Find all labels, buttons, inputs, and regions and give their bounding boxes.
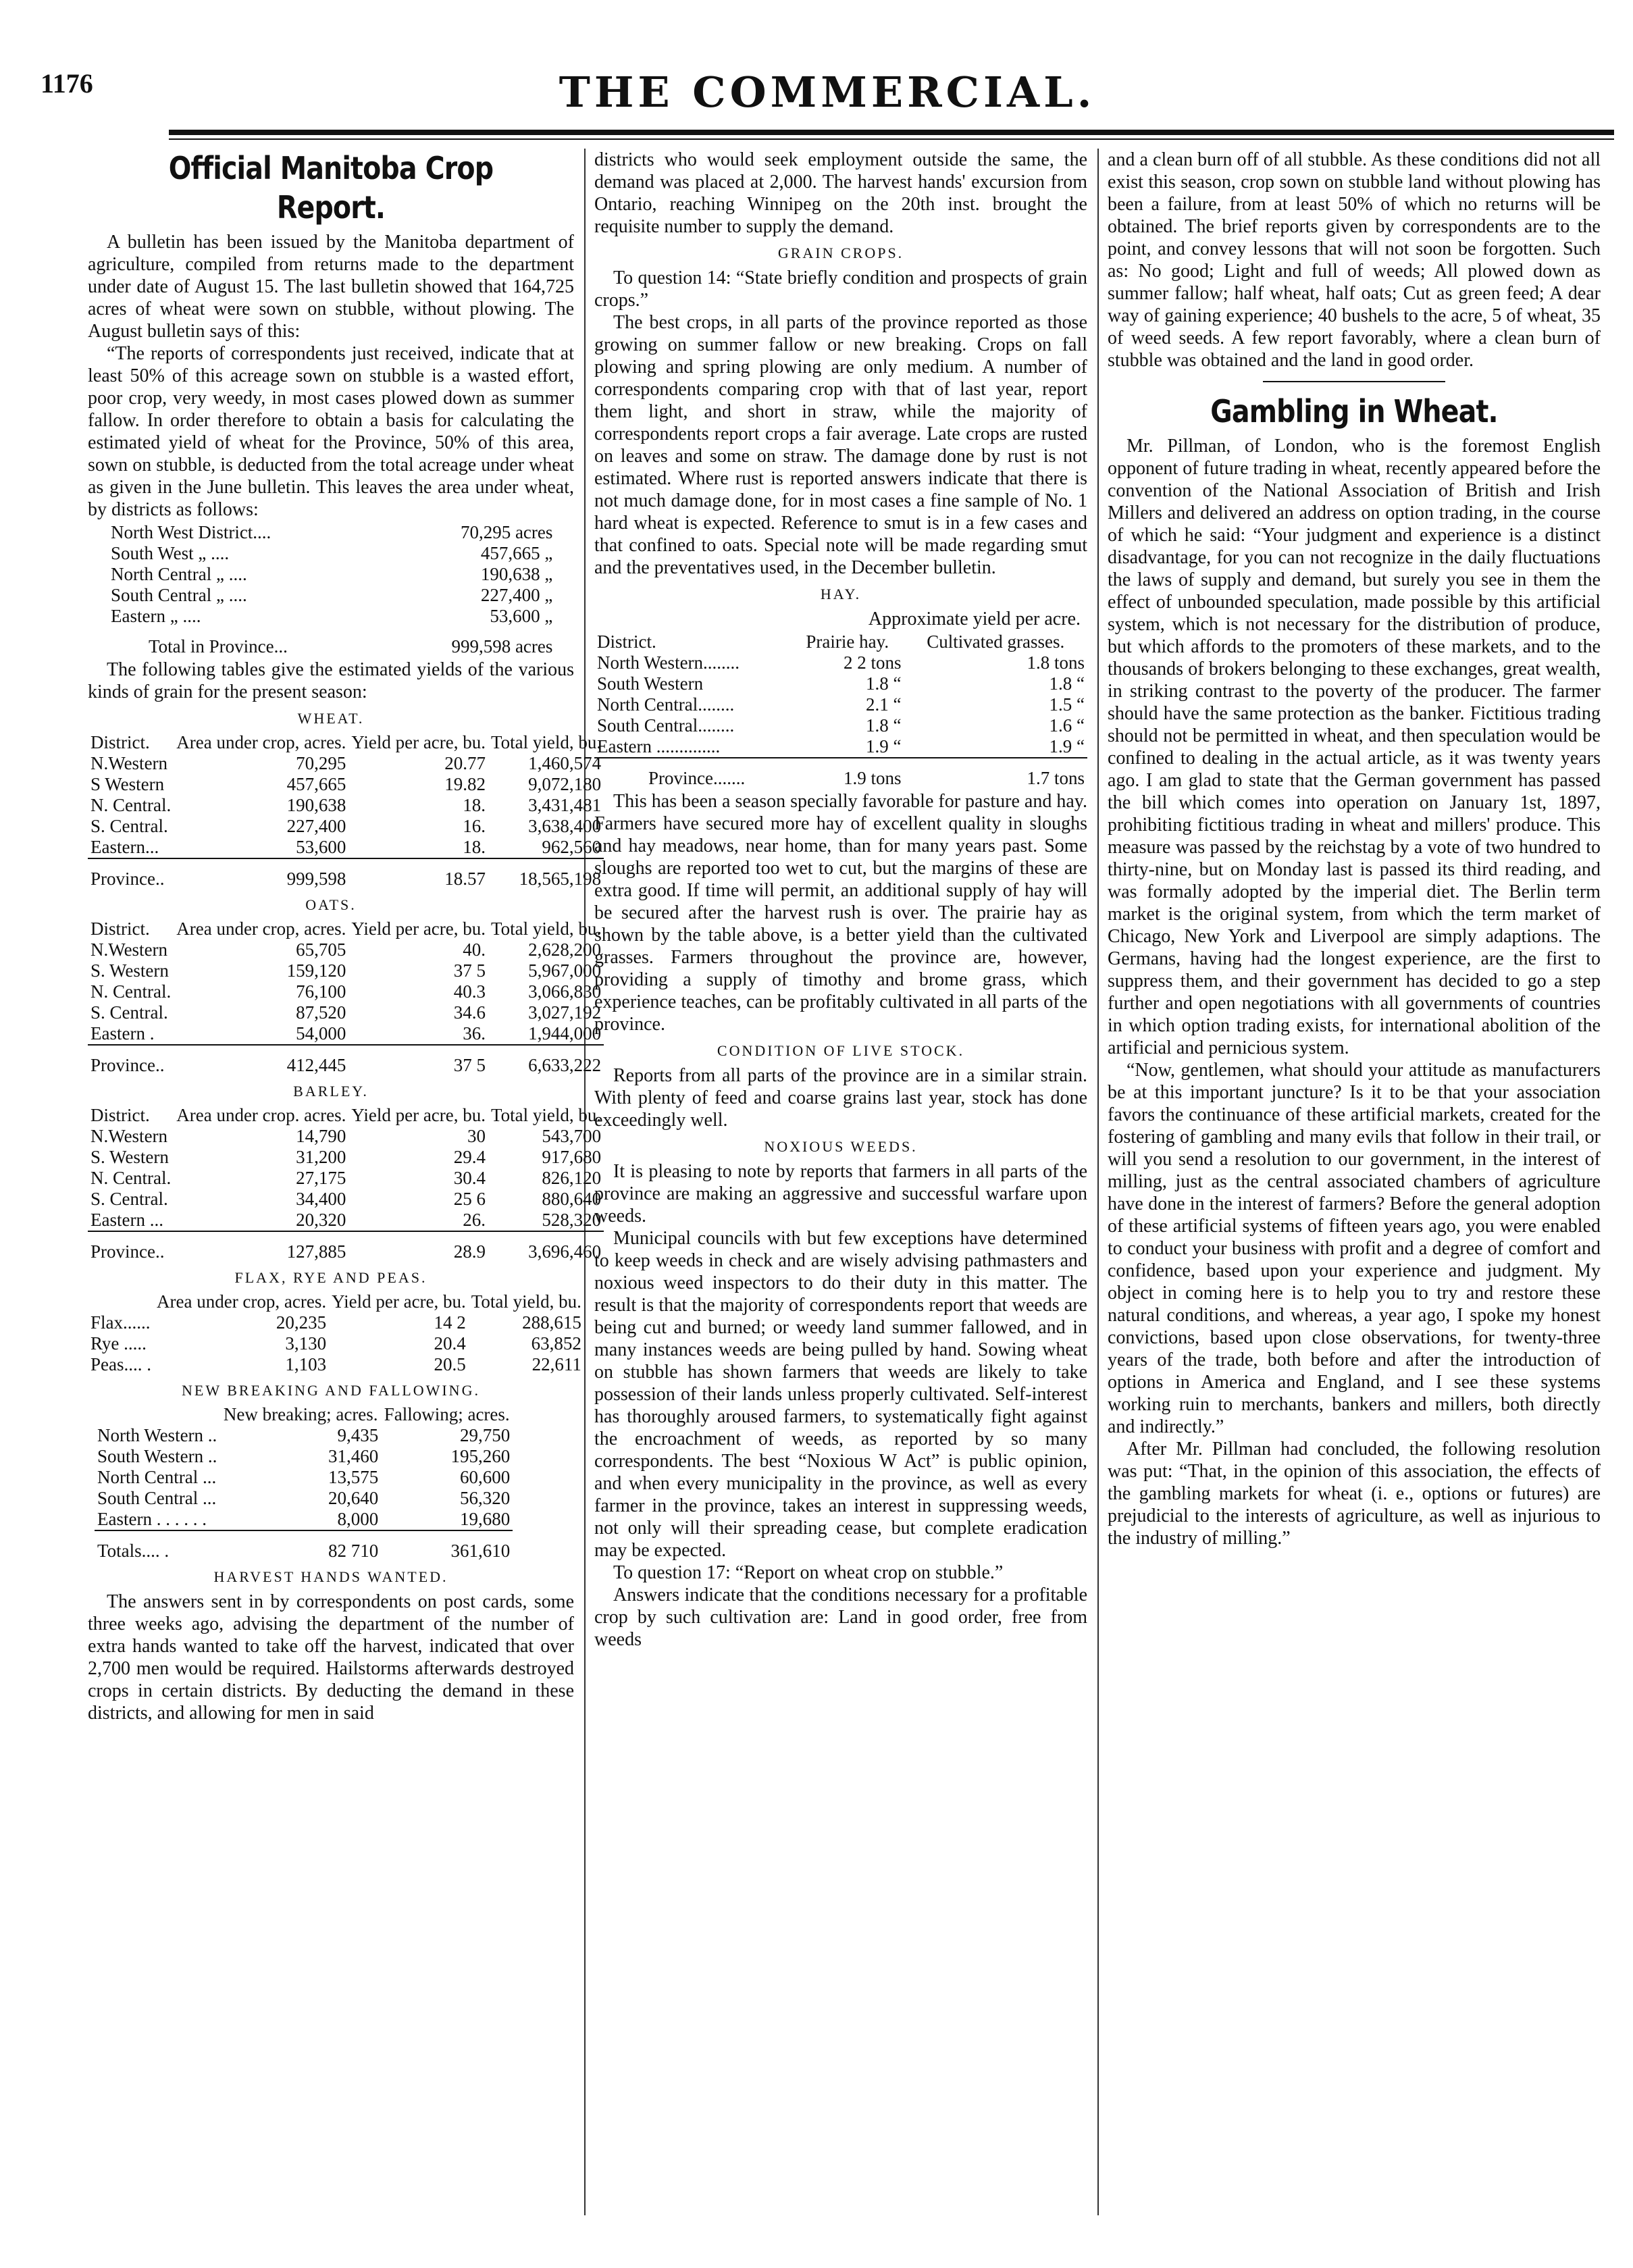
masthead: THE COMMERCIAL.	[559, 68, 1096, 117]
table-cell: 18.	[463, 795, 486, 815]
column-header: Area under crop, acres.	[176, 919, 346, 939]
table-row	[594, 736, 1087, 758]
table-cell: 30	[467, 1126, 486, 1146]
table-cell: 87,520	[296, 1002, 346, 1023]
table-total-row	[88, 1045, 604, 1076]
table-cell: 70,295	[296, 753, 346, 773]
table-cell: N. Central.	[90, 795, 172, 815]
table-cell: 1,460,574	[528, 753, 602, 773]
table-cell: 70,295 acres	[460, 522, 553, 542]
table-cell: 19,680	[459, 1509, 511, 1529]
table-cell: South Central „ ....	[111, 585, 247, 605]
table-cell: 53,600	[296, 837, 346, 857]
table-row	[95, 1467, 513, 1488]
table-total-row	[88, 1231, 604, 1262]
table-cell: 190,638	[286, 795, 346, 815]
page-header	[41, 68, 1614, 135]
table-cell: North Central ...	[97, 1467, 217, 1487]
table-row	[594, 694, 1087, 715]
table-header-row	[88, 1105, 604, 1126]
table-cell: 159,120	[286, 960, 346, 981]
table-cell: 14 2	[434, 1312, 466, 1333]
table-cell: 65,705	[296, 939, 346, 960]
table-cell: 9,072,180	[528, 774, 602, 794]
table-cell: 1.5 “	[1049, 694, 1085, 715]
table-cell: 18.	[463, 837, 486, 857]
table-cell: Eastern . . . . . .	[97, 1509, 207, 1529]
table-cell: 29.4	[453, 1147, 486, 1167]
column-header: Area under crop, acres.	[157, 1291, 327, 1312]
table-cell: 1.8 “	[865, 715, 902, 736]
table-total-row	[95, 1530, 513, 1562]
table-cell: 412,445	[174, 1045, 348, 1076]
table-cell: 1.8 “	[865, 673, 902, 694]
table-cell: 3,130	[285, 1333, 327, 1354]
table-cell: North Western........	[597, 652, 740, 673]
table-row	[95, 1425, 513, 1446]
table-cell: 40.	[463, 939, 486, 960]
table-header-row	[95, 1404, 513, 1425]
table-total-row	[594, 758, 1087, 789]
table-cell: 127,885	[174, 1231, 348, 1262]
table-cell: Eastern ..............	[597, 736, 721, 756]
table-row	[88, 1189, 604, 1210]
column-header: Fallowing; acres.	[384, 1404, 510, 1424]
table-cell: 14,790	[296, 1126, 346, 1146]
table-row	[88, 837, 604, 858]
table-row	[88, 1023, 604, 1045]
table-row	[108, 585, 555, 606]
table-row	[108, 543, 555, 564]
column-header: Total yield, bu.	[491, 919, 602, 939]
table-row	[88, 1312, 584, 1333]
table-cell: 34.6	[453, 1002, 486, 1023]
table-cell: 63,852	[531, 1333, 581, 1354]
table-cell: Peas.... .	[90, 1354, 151, 1374]
table-cell: Province..	[88, 1231, 174, 1262]
table-row	[88, 774, 604, 795]
table-cell: 20.77	[444, 753, 486, 773]
column-header: Total yield, bu.	[491, 1105, 602, 1125]
table-row	[88, 1147, 604, 1168]
table-heading: WHEAT.	[297, 710, 365, 727]
table-caption: Approximate yield per acre.	[868, 609, 1081, 629]
table-cell: 2 2 tons	[843, 652, 902, 673]
section-heading: NOXIOUS WEEDS.	[764, 1138, 918, 1155]
paragraph: A bulletin has been issued by the Manitoba department of agriculture, compiled from returns made to the department under date of August 15. The last bulletin showed that 164,725 acres of wheat were sown on stubble, without plowing. The August bulletin says of this:	[88, 232, 574, 342]
table-cell: Eastern „ ....	[111, 606, 201, 626]
column-1	[88, 149, 602, 2236]
table-cell: 1.8 tons	[1027, 652, 1085, 673]
column-header: Cultivated grasses.	[927, 632, 1065, 652]
table-cell: 29,750	[459, 1425, 511, 1445]
paragraph: and a clean burn off of all stubble. As these conditions did not all exist this season, crop sown on stubble land without plowing has been a failure, from at least 50% of which no returns will be obtained. The brief reports given by correspondents are to the point, and convey lessons that will not soon be forgotten. Such as: No good; Light and full of weeds; All plowed down as summer fallow; half wheat, half oats; Cut as green feed; A dear way of gaining experience; 40 bushels to the acre, 5 of wheat, 35 of weed seeds. A few report favorably, where a clean burn of stubble was obtained and the land in good order.	[1108, 149, 1601, 371]
column-header: Total yield, bu.	[471, 1291, 581, 1312]
table-header-row	[88, 919, 604, 939]
table-cell: 5,967,000	[528, 960, 602, 981]
table-total-row	[88, 858, 604, 890]
table-cell: 31,200	[296, 1147, 346, 1167]
table-cell: Province..	[88, 1045, 174, 1076]
table-heading: OATS.	[305, 896, 357, 913]
table-cell: 16.	[463, 816, 486, 836]
table-cell: 457,665	[286, 774, 346, 794]
table-row	[88, 1210, 604, 1231]
table-cell: N.Western	[90, 939, 168, 960]
table-cell: 28.9	[348, 1231, 488, 1262]
section-divider	[1263, 381, 1445, 382]
table-row	[88, 939, 604, 960]
table-cell: 54,000	[296, 1023, 346, 1043]
table-cell: Totals.... .	[95, 1530, 220, 1562]
table-cell: 227,400	[286, 816, 346, 836]
table-cell: Eastern...	[90, 837, 159, 857]
column-header: Yield per acre, bu.	[332, 1291, 466, 1312]
table-cell: 1.7 tons	[904, 758, 1087, 789]
table-cell: 999,598	[174, 858, 348, 890]
table-row	[88, 981, 604, 1002]
paragraph: To question 14: “State briefly condition and prospects of grain crops.”	[594, 267, 1087, 311]
table-cell: 20,320	[296, 1210, 346, 1230]
paragraph: Mr. Pillman, of London, who is the foremost English opponent of future trading in wheat, recently appeared before the convention of the National Association of British and Irish Millers and delivered an address on option trading, in the course of which he said: “Your judgment and experience is a distinct disadvantage, for you can not recognize in the daily fluctuations the laws of supply and demand, but surely you see in them the effect of unbounded speculation, made possible by this artificial system, which is not necessary for the distribution of produce, but which affords to the promoters of these markets, and to the thousands of brokers belonging to these exchanges, great wealth, in striking contrast to the poverty of the producer. The farmer should have the same protection as the banker. Fictitious trading should not be permitted in wheat, and then speculation would be confined to dealing in the actual article, as it was twenty years ago. I am glad to state that the German government has passed the bill which comes into operation on January 1st, 1897, prohibiting fictitious trading in wheat and millers' produce. This measure was passed by the reichstag by a vote of two hundred to thirty-nine, but on Monday last is passed its third reading, and was formally adopted by the imperial diet. The Berlin term market is the original system, from which the term market of Chicago, New York and Liverpool are simply adaptions. The Germans, having had the longest experience, are the first to suppress them, and their government has decided to go a step further and open negotiations with all governments of countries in which option trading exists, for international abolition of the artificial and pernicious system.	[1108, 436, 1601, 1058]
paragraph: districts who would seek employment outside the same, the demand was placed at 2,000. The harvest hands' excursion from Ontario, reaching Winnipeg on the 20th inst. brought the requisite number to supply the demand.	[594, 149, 1087, 237]
table-cell: 2,628,200	[528, 939, 602, 960]
table-cell: 3,027,192	[528, 1002, 602, 1023]
column-header: Yield per acre, bu.	[351, 732, 486, 752]
table-cell: 37 5	[453, 960, 486, 981]
table-cell: Rye .....	[90, 1333, 147, 1354]
table-row	[88, 1333, 584, 1354]
paragraph: “The reports of correspondents just received, indicate that at least 50% of this acreage sown on stubble is a wasted effort, poor crop, very weedy, in most cases plowed down as summer fallow. In order therefore to obtain a basis for calculating the estimated yield of wheat for the Province, 50% of this area, sown on stubble, is deducted from the total acreage under wheat as given in the June bulletin. This leaves the area under wheat, by districts as follows:	[88, 343, 574, 520]
paragraph: It is pleasing to note by reports that farmers in all parts of the province are making an aggressive and successful warfare upon weeds.	[594, 1161, 1087, 1227]
table-row	[88, 753, 604, 774]
column-header: New breaking; acres.	[223, 1404, 378, 1424]
table-cell: N.Western	[90, 753, 168, 773]
table-cell: 30.4	[453, 1168, 486, 1188]
table-cell: 361,610	[381, 1530, 513, 1562]
table-row	[108, 606, 555, 627]
table-cell: 3,066,830	[528, 981, 602, 1002]
table-cell: 8,000	[337, 1509, 379, 1529]
column-header: District.	[90, 1105, 150, 1125]
table-row	[95, 1446, 513, 1467]
table-cell: Total in Province...	[149, 636, 288, 656]
wheat-table	[88, 732, 604, 890]
table-cell: Flax......	[90, 1312, 151, 1333]
table-cell: 3,431,481	[528, 795, 602, 815]
table-cell: 20,640	[328, 1488, 379, 1508]
flax-rye-peas-table	[88, 1291, 584, 1375]
section-heading: HAY.	[820, 586, 862, 602]
column-divider	[1097, 149, 1099, 2215]
table-cell: Province.......	[594, 758, 791, 789]
column-header: Total yield, bu.	[491, 732, 602, 752]
table-cell: 18,565,198	[488, 858, 604, 890]
column-header: Area under crop, acres.	[176, 732, 346, 752]
table-cell: 56,320	[459, 1488, 511, 1508]
oats-table	[88, 919, 604, 1076]
page-number: 1176	[41, 68, 93, 99]
header-rule-thick	[169, 130, 1614, 135]
table-cell: 880,640	[542, 1189, 602, 1209]
paragraph: Reports from all parts of the province are in a similar strain. With plenty of feed and coarse grains last year, stock has done exceedingly well.	[594, 1065, 1087, 1131]
paragraph: The best crops, in all parts of the province reported as those growing on summer fallow or new breaking. Crops on fall plowing and spring plowing are only medium. A number of correspondents comparing crop with that of last year, report them light, and short in straw, while the majority of correspondents report crops a fair average. Late crops are rusted on leaves and some on straw. The damage done by rust is not estimated. Where rust is reported answers indicate that there is not much damage done, for in most cases a fine sample of No. 1 hard wheat is expected. Reference to smut is in a few cases and that confined to oats. Special note will be made regarding smut and the preventatives used, in the December bulletin.	[594, 312, 1087, 578]
table-cell: 20,235	[276, 1312, 327, 1333]
table-header-row	[88, 732, 604, 753]
paragraph: To question 17: “Report on wheat crop on stubble.”	[613, 1562, 1004, 1583]
section-heading: GRAIN CROPS.	[777, 244, 904, 261]
table-cell: S. Western	[90, 960, 169, 981]
table-cell: 1.6 “	[1049, 715, 1085, 736]
table-row	[108, 564, 555, 585]
table-cell: 3,638,400	[528, 816, 602, 836]
table-cell: 543,700	[542, 1126, 602, 1146]
table-cell: 34,400	[296, 1189, 346, 1209]
table-cell: S. Central.	[90, 816, 168, 836]
paragraph: The answers sent in by correspondents on post cards, some three weeks ago, advising the department of the number of extra hands wanted to take off the harvest, indicated that over 2,700 men would be required. Hailstorms afterwards destroyed crops in certain districts. By deducting the demand in these districts, and allowing for men in said	[88, 1591, 574, 1724]
column-3	[1108, 149, 1601, 2236]
table-cell: S. Central.	[90, 1002, 168, 1023]
column-2	[594, 149, 1087, 2236]
table-cell: South West „ ....	[111, 543, 230, 563]
table-row	[594, 652, 1087, 673]
table-cell: 528,320	[542, 1210, 602, 1230]
column-header	[95, 1404, 220, 1425]
table-cell: 1,103	[285, 1354, 327, 1374]
table-row	[88, 1168, 604, 1189]
table-cell: South Central........	[597, 715, 735, 736]
section-heading: CONDITION OF LIVE STOCK.	[717, 1042, 965, 1059]
table-row	[95, 1488, 513, 1509]
paragraph: “Now, gentlemen, what should your attitude as manufacturers be at this important juncture? Is it to be that your association favors the continuance of these artificial markets, created for the fostering of gambling and many evils that follow in their trail, or will you send a resolution to our government, in the interest of milling, just as the central associated chambers of agriculture have done in the interest of farmers? Before the general adoption of these artificial systems of fifteen years ago, you were enabled to conduct your business with profit and a degree of comfort and confidence, based upon your experience and judgment. My object in coming here is to help you to try and restore these natural conditions, and whereas, a year ago, I spoke my honest convictions, based upon close observations, for twenty-three years of the trade, both before and after the introduction of options in America and England, and I see these systems working ruin to merchants, bankers and millers, both directly and indirectly.”	[1108, 1060, 1601, 1437]
header-rule-thin	[169, 138, 1614, 140]
section-heading: HARVEST HANDS WANTED.	[213, 1568, 448, 1585]
column-header: District.	[90, 732, 150, 752]
table-cell: 2.1 “	[865, 694, 902, 715]
paragraph: This has been a season specially favorable for pasture and hay. Farmers have secured more hay of excellent quality in sloughs and hay meadows, near home, than for many years past. Some sloughs are reported too wet to cut, but the margins of these are extra good. If time will permit, an additional supply of hay will be secured after the harvest rush is over. The prairie hay as shown by the table above, is a better yield than the cultivated grasses. Farmers throughout the province are, however, providing a supply of timothy and brome grass, which experience teaches, can be profitably cultivated in all parts of the province.	[594, 791, 1087, 1035]
table-cell: 18.57	[348, 858, 488, 890]
barley-table	[88, 1105, 604, 1262]
hay-table	[594, 632, 1087, 789]
table-cell: North Western ..	[97, 1425, 217, 1445]
table-cell: S. Western	[90, 1147, 169, 1167]
table-cell: 19.82	[444, 774, 486, 794]
table-cell: 31,460	[328, 1446, 379, 1466]
table-cell: 457,665 „	[480, 543, 553, 563]
column-header: Prairie hay.	[806, 632, 889, 652]
column-header: District.	[597, 632, 656, 652]
table-cell: 1.9 “	[1049, 736, 1085, 756]
breaking-fallowing-table	[95, 1404, 513, 1562]
paragraph: Municipal councils with but few exceptions have determined to keep weeds in check and are wisely advising pathmasters and noxious weed inspectors to do their duty in this matter. The result is that the majority of correspondents report that weeds are being cut and burned; or weedy land summer fallowed, and in many instances weeds are being pulled by hand. Sowing wheat on stubble has shown farmers that weeds are likely to take possession of their lands unless properly cultivated. Self-interest has thoroughly aroused farmers, to systematically fight against the encroachment of weeds, as reported by so many correspondents. The best “Noxious W Act” is public opinion, and when every municipality in the province, as well as every farmer in the province, takes an interest in suppressing weeds, not only will their spreading cease, but complete eradication may be expected.	[594, 1228, 1087, 1561]
table-cell: 36.	[463, 1023, 486, 1043]
table-cell: 22,611	[532, 1354, 581, 1374]
table-cell: North Central „ ....	[111, 564, 247, 584]
table-cell: 40.3	[453, 981, 486, 1002]
column-header: Yield per acre, bu.	[351, 919, 486, 939]
table-header-row	[88, 1291, 584, 1312]
table-header-row	[594, 632, 1087, 652]
table-row	[108, 522, 555, 543]
table-cell: 37 5	[348, 1045, 488, 1076]
column-header: Yield per acre, bu.	[351, 1105, 486, 1125]
table-row	[88, 1002, 604, 1023]
table-row	[88, 795, 604, 816]
table-cell: South Central ...	[97, 1488, 217, 1508]
table-row	[88, 1354, 584, 1375]
table-cell: 9,435	[337, 1425, 379, 1445]
table-cell: 190,638 „	[480, 564, 553, 584]
table-cell: 53,600 „	[490, 606, 553, 626]
table-cell: 82 710	[220, 1530, 381, 1562]
article-title: Gambling in Wheat.	[1210, 393, 1498, 430]
paragraph: The following tables give the estimated yields of the various kinds of grain for the present season:	[88, 659, 574, 702]
table-cell: N. Central.	[90, 1168, 172, 1188]
table-cell: 1.9 “	[865, 736, 902, 756]
table-cell: 1.9 tons	[791, 758, 904, 789]
table-cell: 227,400 „	[480, 585, 553, 605]
table-cell: Province..	[88, 858, 174, 890]
column-header: Area under crop. acres.	[176, 1105, 346, 1125]
table-cell: S Western	[90, 774, 165, 794]
table-total-row	[108, 627, 555, 657]
table-cell: 962,560	[542, 837, 602, 857]
table-heading: BARLEY.	[293, 1083, 369, 1100]
table-cell: North West District....	[111, 522, 271, 542]
column-header	[88, 1291, 154, 1312]
table-cell: South Western ..	[97, 1446, 217, 1466]
table-cell: 20.4	[434, 1333, 466, 1354]
acreage-table	[108, 522, 555, 657]
table-cell: 6,633,222	[488, 1045, 604, 1076]
table-cell: 1.8 “	[1049, 673, 1085, 694]
table-cell: 1,944,000	[528, 1023, 602, 1043]
table-cell: 60,600	[459, 1467, 511, 1487]
table-row	[88, 816, 604, 837]
table-cell: Eastern ...	[90, 1210, 163, 1230]
table-cell: 195,260	[450, 1446, 511, 1466]
table-cell: 25 6	[453, 1189, 486, 1209]
table-cell: 917,680	[542, 1147, 602, 1167]
table-cell: 27,175	[296, 1168, 346, 1188]
table-heading: NEW BREAKING AND FALLOWING.	[182, 1382, 480, 1399]
table-row	[88, 960, 604, 981]
table-heading: FLAX, RYE AND PEAS.	[234, 1269, 427, 1286]
table-cell: South Western	[597, 673, 704, 694]
table-row	[594, 673, 1087, 694]
table-cell: N.Western	[90, 1126, 168, 1146]
table-cell: 76,100	[296, 981, 346, 1002]
paragraph: Answers indicate that the conditions necessary for a profitable crop by such cultivation are: Land in good order, free from weeds	[594, 1584, 1087, 1650]
table-cell: 826,120	[542, 1168, 602, 1188]
paragraph: After Mr. Pillman had concluded, the following resolution was put: “That, in the opinion of this association, the effects of the gambling markets for wheat (i. e., options or futures) are prejudicial to the interests of agriculture, as well as injurious to the industry of milling.”	[1108, 1439, 1601, 1549]
table-cell: 288,615	[522, 1312, 581, 1333]
table-cell: North Central........	[597, 694, 735, 715]
table-cell: 999,598 acres	[451, 636, 553, 656]
table-cell: 20.5	[434, 1354, 466, 1374]
table-row	[594, 715, 1087, 736]
table-cell: S. Central.	[90, 1189, 168, 1209]
table-cell: Eastern .	[90, 1023, 155, 1043]
article-title: Official Manitoba Crop Report.	[168, 150, 494, 226]
table-cell: N. Central.	[90, 981, 172, 1002]
table-row	[88, 1126, 604, 1147]
table-cell: 3,696,460	[488, 1231, 604, 1262]
column-header: District.	[90, 919, 150, 939]
table-cell: 13,575	[328, 1467, 379, 1487]
table-cell: 26.	[463, 1210, 486, 1230]
table-row	[95, 1509, 513, 1530]
